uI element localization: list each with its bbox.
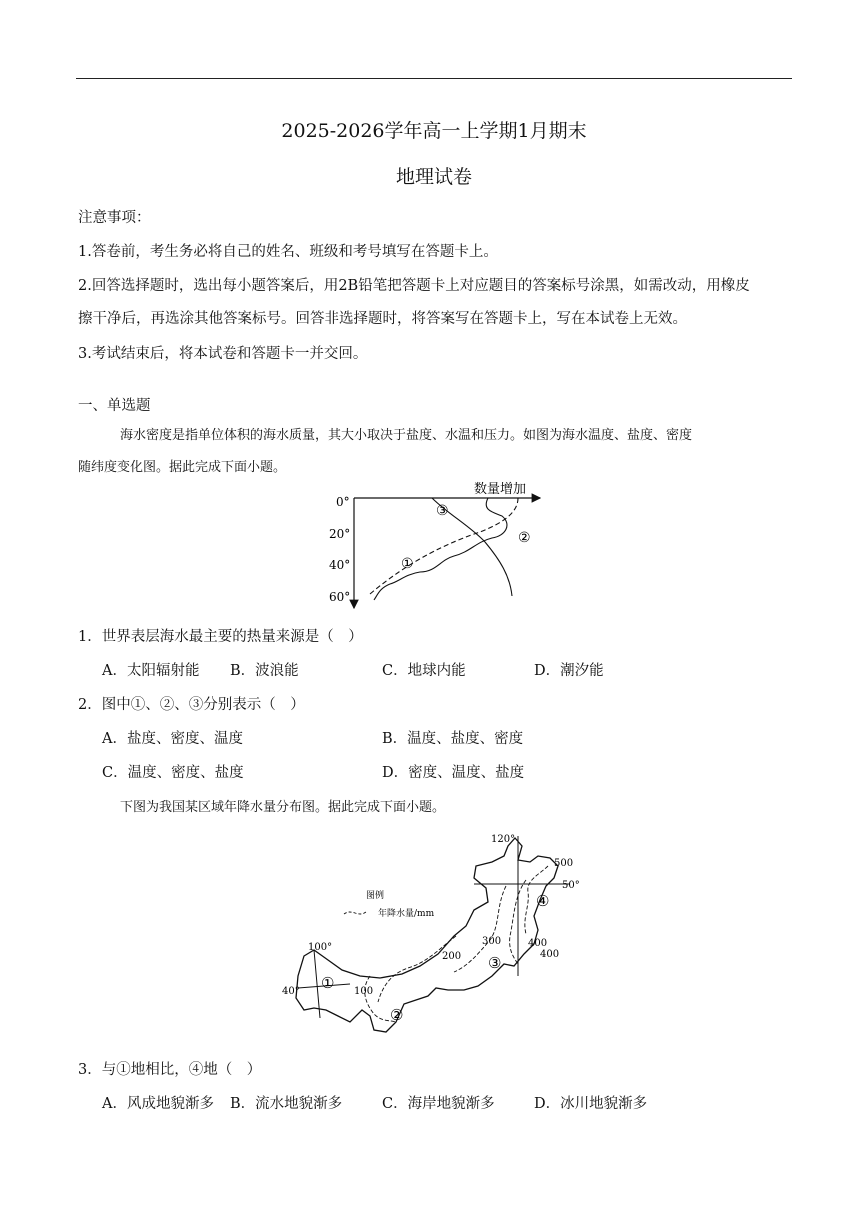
- note-item-2-line1: 2.回答选择题时，选出每小题答案后，用2B铅笔把答题卡上对应题目的答案标号涂黑，如需改动，用橡皮: [78, 278, 750, 294]
- q1-option-b: B．波浪能: [230, 663, 299, 679]
- isohyet-200: [378, 936, 456, 1002]
- q1-option-d: D．潮汐能: [534, 663, 604, 679]
- passage-1-line1: 海水密度是指单位体积的海水质量，其大小取决于盐度、水温和压力。如图为海水温度、盐度、密度: [120, 428, 693, 443]
- q1-option-a: A．太阳辐射能: [102, 663, 200, 679]
- note-item-3: 3.考试结束后，将本试卷和答题卡一并交回。: [78, 346, 368, 362]
- lon-label-120: 120°: [491, 834, 516, 845]
- region-label-2: ②: [390, 1006, 404, 1024]
- note-item-2-line2: 擦干净后，再选涂其他答案标号。回答非选择题时，将答案写在答题卡上，写在本试卷上无效。: [78, 311, 687, 327]
- exam-title: 2025-2026学年高一上学期1月期末: [281, 120, 587, 142]
- y-tick-20: 20°: [329, 527, 351, 541]
- region-label-1: ①: [321, 974, 335, 992]
- q2-option-a: A．盐度、密度、温度: [102, 731, 243, 747]
- ocean-properties-figure: [320, 476, 550, 612]
- legend-item-precipitation: 年降水量/mm: [378, 909, 435, 919]
- header-rule: [76, 78, 792, 79]
- isohyet-label-400a: 400: [528, 938, 548, 949]
- lat-label-40: 40°: [282, 986, 300, 997]
- passage-2: 下图为我国某区域年降水量分布图。据此完成下面小题。: [120, 800, 446, 815]
- q3-option-d: D．冰川地貌渐多: [534, 1096, 648, 1112]
- precipitation-map-figure: [278, 826, 594, 1046]
- lon-label-100: 100°: [308, 942, 333, 953]
- region-label-3: ③: [488, 954, 502, 972]
- y-tick-0: 0°: [336, 495, 350, 509]
- curve-label-2: ②: [518, 530, 531, 546]
- question-3-stem: 3．与①地相比，④地（ ）: [78, 1062, 262, 1078]
- question-2-stem: 2．图中①、②、③分别表示（ ）: [78, 697, 305, 713]
- region-label-4: ④: [536, 892, 550, 910]
- isohyet-label-500: 500: [554, 858, 574, 869]
- q2-option-b: B．温度、盐度、密度: [382, 731, 524, 747]
- q3-option-a: A．风成地貌渐多: [102, 1096, 214, 1112]
- q2-option-c: C．温度、密度、盐度: [102, 765, 244, 781]
- question-1-stem: 1．世界表层海水最主要的热量来源是（ ）: [78, 629, 363, 645]
- axis-label-increase: 数量增加: [474, 482, 527, 497]
- q3-option-b: B．流水地貌渐多: [230, 1096, 343, 1112]
- passage-1-line2: 随纬度变化图。据此完成下面小题。: [78, 460, 287, 475]
- isohyet-label-100: 100: [354, 986, 374, 997]
- curve-label-1: ①: [401, 556, 414, 572]
- section-heading: 一、单选题: [78, 398, 151, 414]
- y-tick-40: 40°: [329, 558, 351, 572]
- q1-option-c: C．地球内能: [382, 663, 466, 679]
- q2-option-d: D．密度、温度、盐度: [382, 765, 525, 781]
- y-tick-60: 60°: [329, 590, 351, 604]
- lat-label-50: 50°: [562, 880, 580, 891]
- curve-label-3: ③: [436, 503, 449, 519]
- q3-option-c: C．海岸地貌渐多: [382, 1096, 495, 1112]
- isohyet-label-300: 300: [482, 936, 502, 947]
- isohyet-label-200: 200: [442, 951, 462, 962]
- isohyet-label-400b: 400: [540, 949, 560, 960]
- region-outline: [296, 838, 558, 1032]
- legend-isohyet-symbol: [344, 912, 366, 914]
- legend-title: 图例: [366, 891, 385, 901]
- notes-heading: 注意事项：: [78, 210, 151, 226]
- exam-subtitle: 地理试卷: [395, 166, 472, 188]
- note-item-1: 1.答卷前，考生务必将自己的姓名、班级和考号填写在答题卡上。: [78, 244, 498, 260]
